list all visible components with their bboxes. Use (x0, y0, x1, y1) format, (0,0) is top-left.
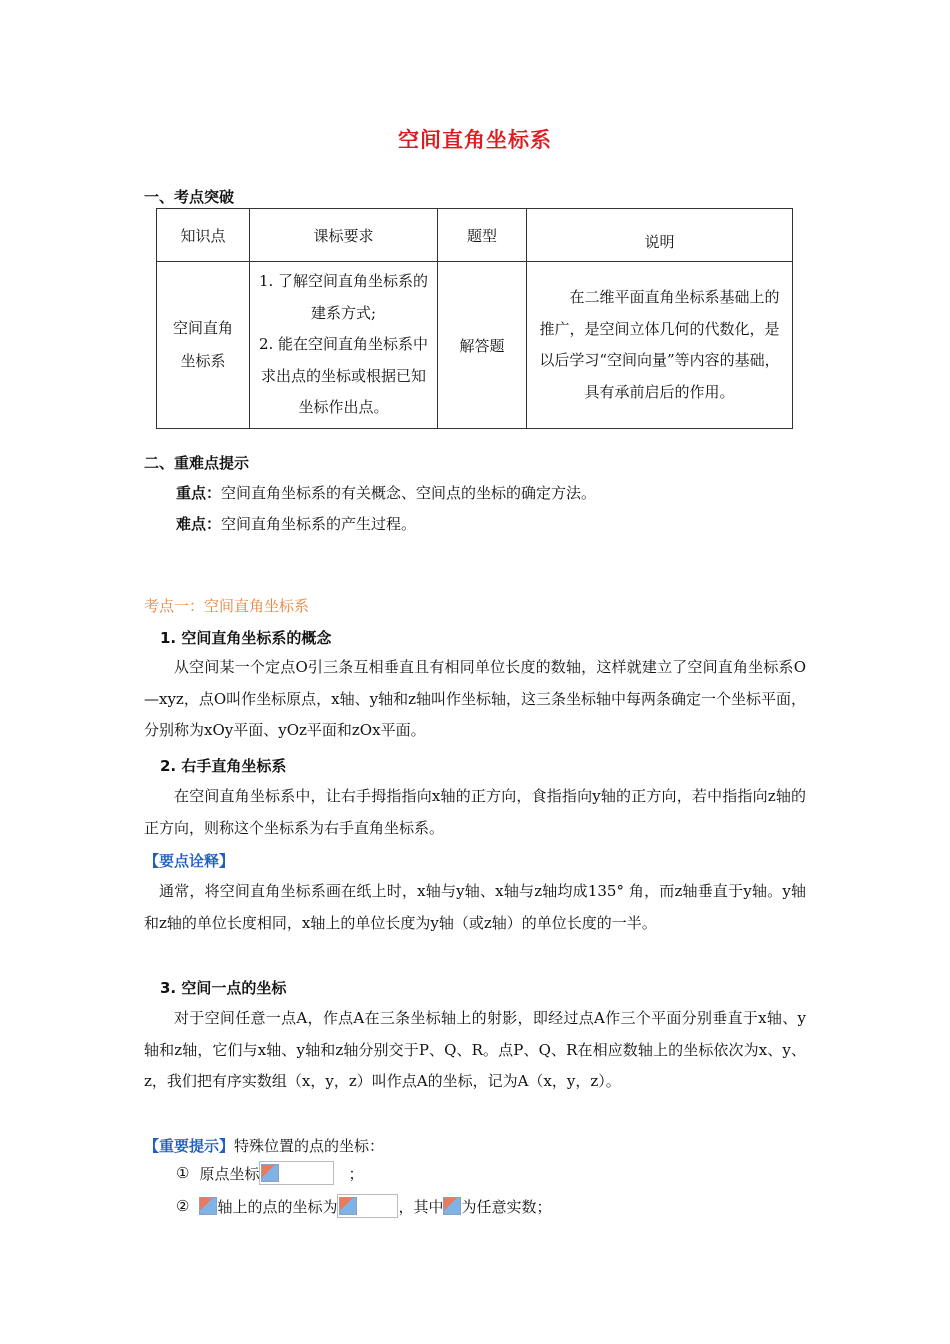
item-end: ； (348, 1164, 364, 1183)
paragraph-point-coord: 对于空间任意一点A，作点A在三条坐标轴上的射影，即经过点A作三个平面分别垂直于x轴、y轴和z轴，它们与x轴、y轴和z轴分别交于P、Q、R。点P、Q、R在相应数轴上的坐标依次为x、y、z，我们把有序实数组（x，y，z）叫作点A的坐标，记为A（x，y，z）。 (144, 1009, 806, 1090)
hard-point (176, 513, 416, 534)
table-header-row (157, 209, 793, 262)
table-header-cell: 说明 (527, 209, 793, 262)
hard-text: 空间直角坐标系的产生过程。 (221, 515, 417, 533)
subheading-concept: 1. 空间直角坐标系的概念 (160, 629, 332, 647)
paragraph-right-hand: 在空间直角坐标系中，让右手拇指指向x轴的正方向，食指指向y轴的正方向，若中指指向z轴的正方向，则称这个坐标系为右手直角坐标系。 (144, 787, 806, 837)
section-heading-2: 二、重难点提示 (144, 454, 250, 472)
item-number: ① (176, 1164, 190, 1182)
topic-heading: 考点一：空间直角坐标系 (144, 597, 310, 615)
formula-placeholder (337, 1194, 398, 1218)
type-cell: 解答题 (438, 262, 527, 429)
section-heading-1: 一、考点突破 (144, 188, 235, 206)
knowledge-cell (157, 262, 250, 429)
item-mid: ，其中 (398, 1197, 444, 1216)
broken-image-icon (199, 1197, 217, 1215)
key-label: 重点： (176, 484, 222, 502)
tip-line (144, 1135, 384, 1156)
broken-image-icon (261, 1164, 279, 1182)
table-row (157, 262, 793, 429)
key-text: 空间直角坐标系的有关概念、空间点的坐标的确定方法。 (221, 484, 597, 502)
description-cell: 在二维平面直角坐标系基础上的推广，是空间立体几何的代数化，是以后学习“空间向量”等内容的基础，具有承前启后的作用。 (527, 262, 793, 429)
knowledge-text: 空间直角坐标系 (172, 319, 233, 370)
list-item (176, 1161, 363, 1185)
note-heading (144, 850, 234, 871)
table-header-cell: 题型 (438, 209, 527, 262)
tip-tag: 【重要提示】 (144, 1137, 235, 1155)
note-tag: 【要点诠释】 (144, 852, 235, 870)
key-point (176, 482, 596, 503)
item-text: 原点坐标 (199, 1164, 260, 1183)
requirement-cell (250, 262, 438, 429)
item-text: 轴上的点的坐标为 (217, 1197, 338, 1216)
table-header-cell: 知识点 (157, 209, 250, 262)
formula-placeholder (259, 1161, 334, 1185)
broken-image-icon (339, 1197, 357, 1215)
broken-image-icon (443, 1197, 461, 1215)
requirement-1: 1. 了解空间直角坐标系的建系方式; (258, 272, 429, 322)
paragraph-concept: 从空间某一个定点O引三条互相垂直且有相同单位长度的数轴，这样就建立了空间直角坐标系O—xyz，点O叫作坐标原点，x轴、y轴和z轴叫作坐标轴，这三条坐标轴中每两条确定一个坐标平面，分别称为xOy平面、yOz平面和zOx平面。 (144, 658, 806, 739)
subheading-right-hand: 2. 右手直角坐标系 (160, 757, 287, 775)
table-header-cell: 课标要求 (250, 209, 438, 262)
subheading-point-coord: 3. 空间一点的坐标 (160, 979, 287, 997)
paragraph-note: 通常，将空间直角坐标系画在纸上时，x轴与y轴、x轴与z轴均成135° 角，而z轴垂直于y轴。y轴和z轴的单位长度相同，x轴上的单位长度为y轴（或z轴）的单位长度的一半。 (144, 882, 806, 932)
item-number: ② (176, 1197, 190, 1215)
knowledge-table (156, 208, 793, 429)
requirement-2: 2. 能在空间直角坐标系中求出点的坐标或根据已知坐标作出点。 (258, 335, 429, 417)
list-item (176, 1194, 552, 1218)
page-title: 空间直角坐标系 (398, 128, 552, 152)
item-end: 为任意实数； (461, 1197, 552, 1216)
tip-text: 特殊位置的点的坐标： (234, 1137, 385, 1155)
hard-label: 难点： (176, 515, 222, 533)
